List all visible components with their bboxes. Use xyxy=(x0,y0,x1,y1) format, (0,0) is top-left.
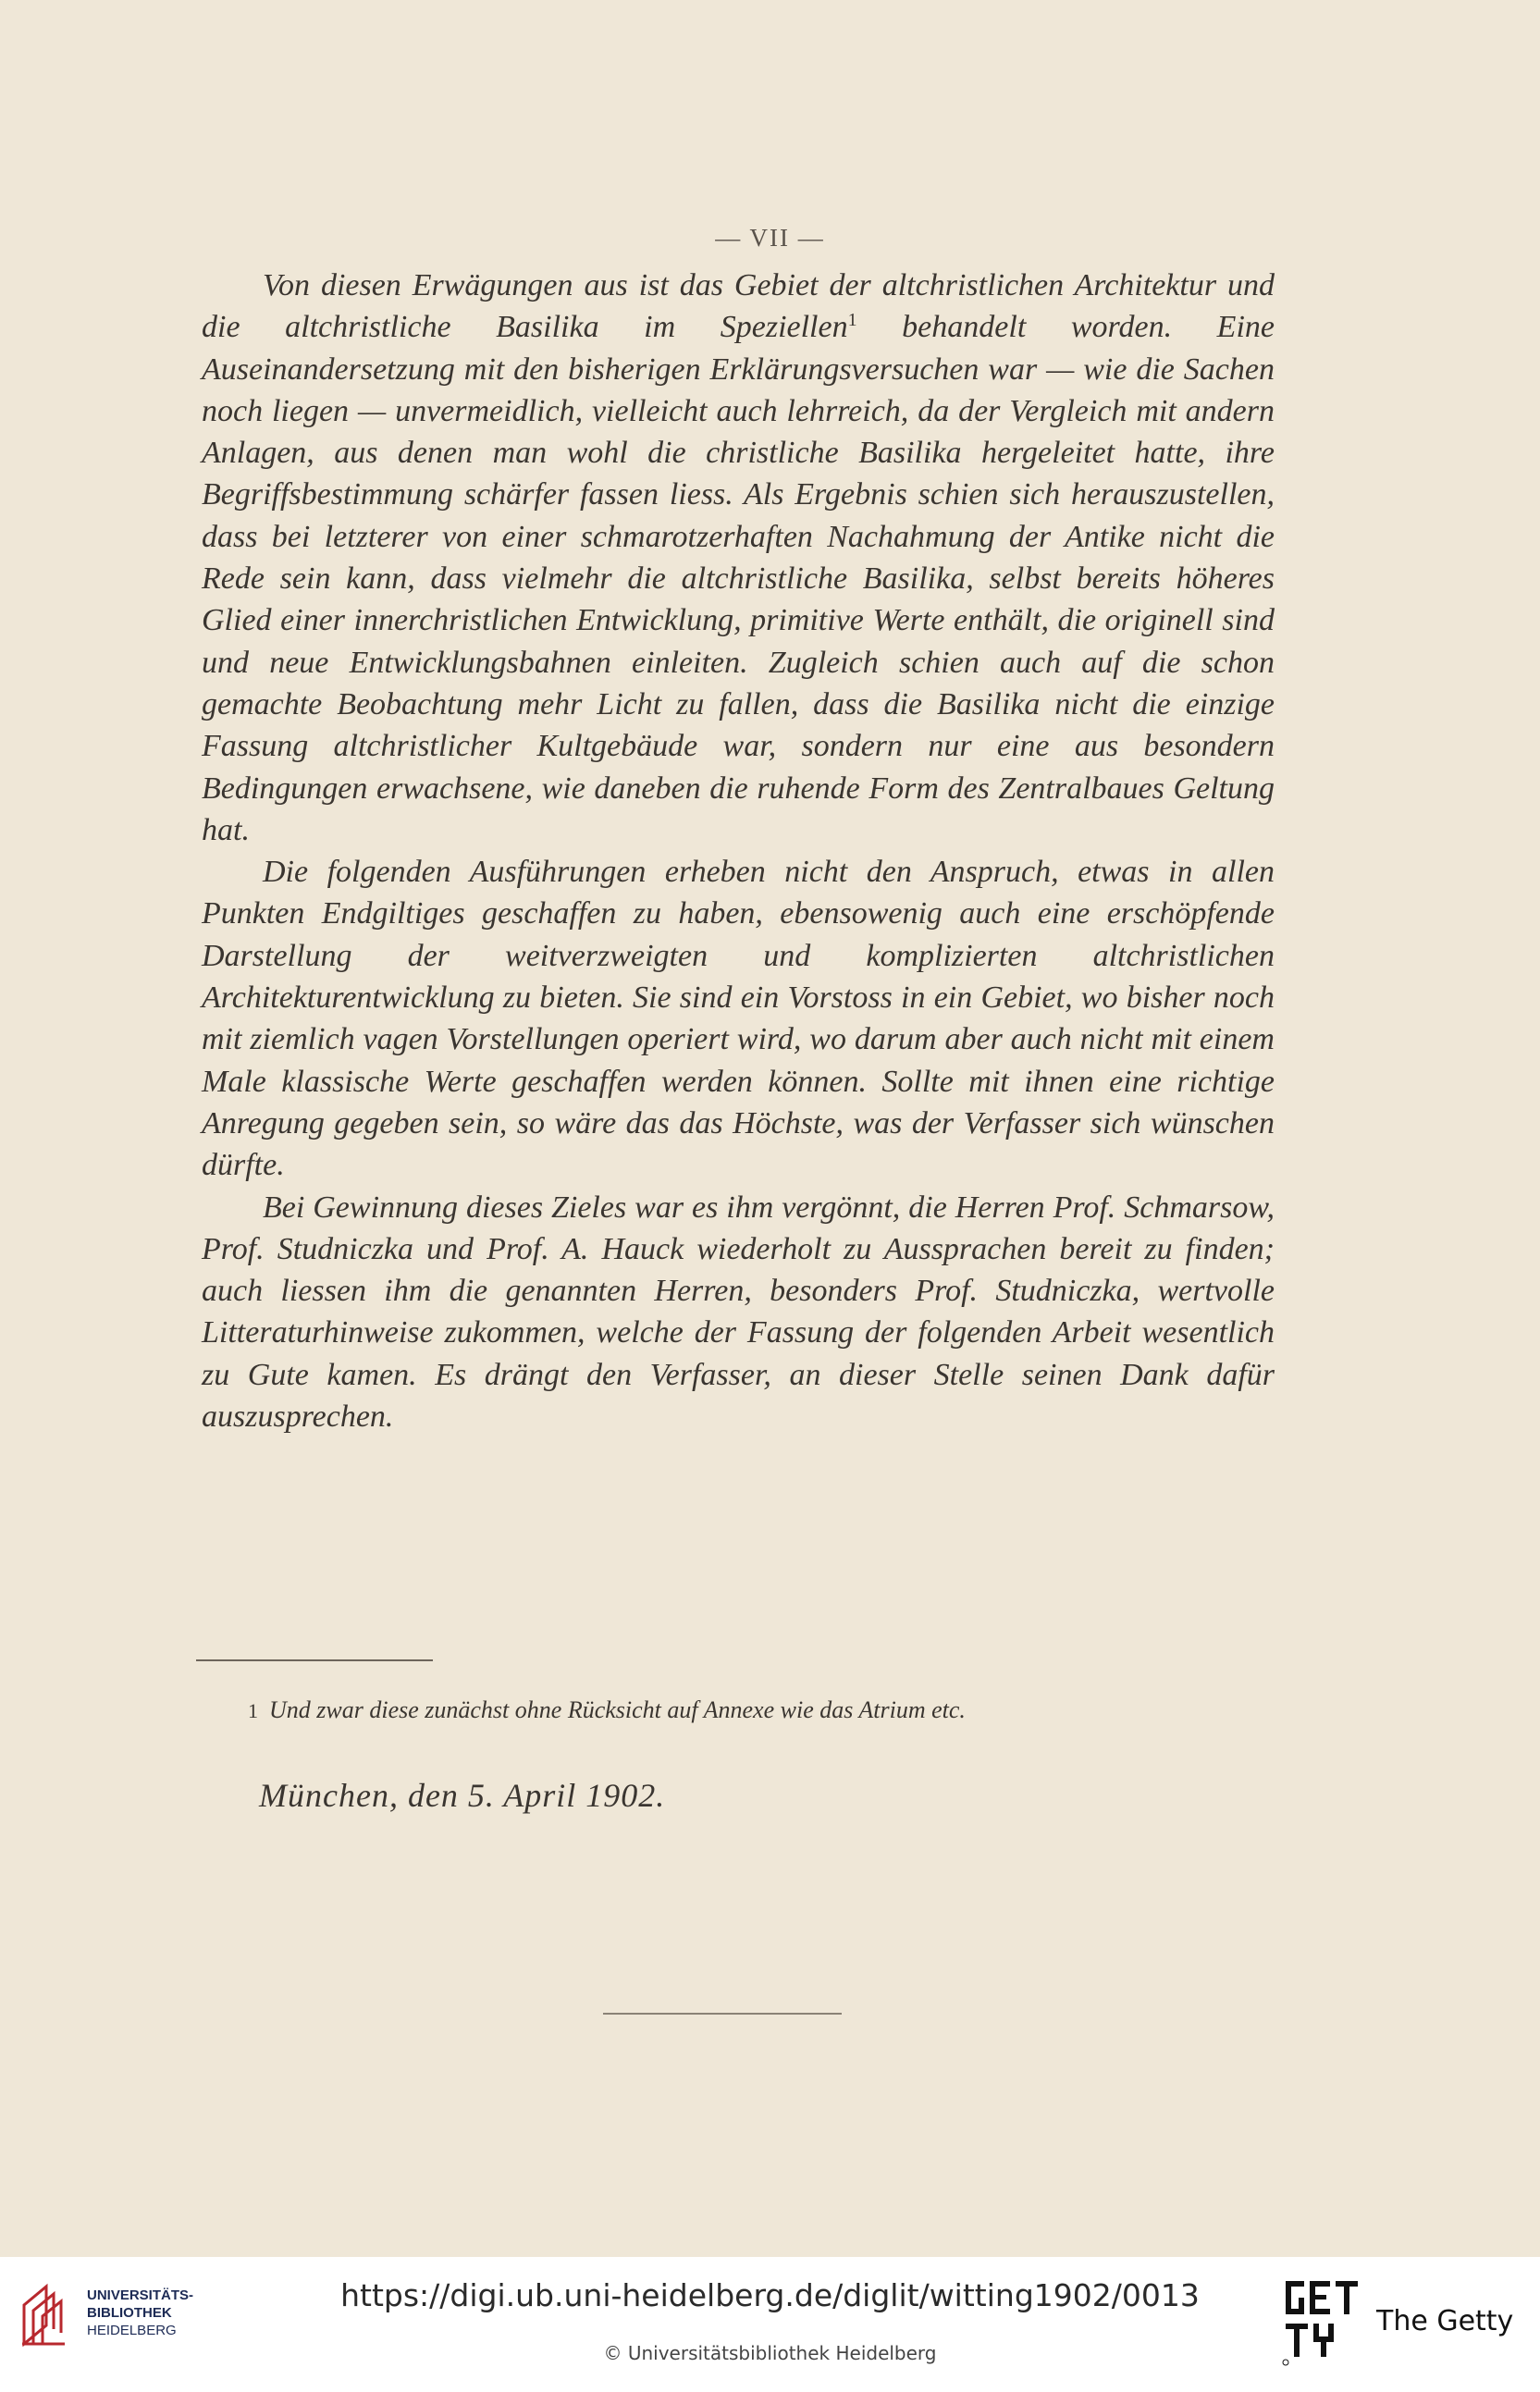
paragraph-1-rest: behandelt worden. Eine Auseinandersetzung mit den bisherigen Erklärungsversuchen war — wie die Sachen noch liegen — unvermeidlich, vielleicht auch lehrreich, da der Vergleich mit andern Anlagen, aus denen man wohl die christliche Basilika hergeleitet hatte, ihre Begriffsbestimmung schärfer fassen liess. Als Ergebnis schien sich herauszustellen, dass bei letzterer von einer schmarotzerhaften Nachahmung der Antike nicht die Rede sein kann, dass vielmehr die altchristliche Basilika, selbst bereits höheres Glied einer innerchristlichen Entwicklung, primitive Werte enthält, die originell sind und neue Entwicklungsbahnen einleiten. Zugleich schien auch auf die schon gemachte Beobachtung mehr Licht zu fallen, dass die Basilika nicht die einzige Fassung altchristlicher Kultgebäude war, sondern nur eine aus besondern Bedingungen erwachsene, wie daneben die ruhende Form des Zentralbaues Geltung hat. xyxy=(202,310,1275,847)
footnote xyxy=(248,1696,1275,1724)
dateline: München, den 5. April 1902. xyxy=(259,1777,666,1814)
getty-logo-icon xyxy=(1282,2275,1365,2368)
footnote-text: Und zwar diese zunächst ohne Rücksicht auf Annexe wie das Atrium etc. xyxy=(269,1696,966,1723)
page-number: — VII — xyxy=(715,224,825,252)
permalink-url[interactable]: https://digi.ub.uni-heidelberg.de/diglit/witting1902/0013 xyxy=(340,2277,1200,2313)
paragraph-2: Die folgenden Ausführungen erheben nicht den Anspruch, etwas in allen Punkten Endgiltiges geschaffen zu haben, ebensowenig auch eine erschöpfende Darstellung der weitverzweigten und komplizierten altchristlichen Architekturentwicklung zu bieten. Sie sind ein Vorstoss in ein Gebiet, wo bisher noch mit ziemlich vagen Vorstellungen operiert wird, wo darum aber auch nicht mit einem Male klassische Werte geschaffen werden können. Sollte mit ihnen eine richtige Anregung gegeben sein, so wäre das das Höchste, was der Verfasser sich wünschen dürfte. xyxy=(202,855,1275,1183)
end-divider xyxy=(603,2013,842,2015)
paragraph-3: Bei Gewinnung dieses Zieles war es ihm vergönnt, die Herren Prof. Schmarsow, Prof. Studniczka und Prof. A. Hauck wiederholt zu Aussprachen bereit zu finden; auch liessen ihm die genannten Herren, besonders Prof. Studniczka, wertvolle Litteraturhinweise zukommen, welche der Fassung der folgenden Arbeit wesentlich zu Gute kamen. Es drängt den Verfasser, an dieser Stelle seinen Dank dafür auszusprechen. xyxy=(202,1190,1275,1435)
getty-label: The Getty xyxy=(1376,2305,1514,2337)
library-logo-line-1: UNIVERSITÄTS- xyxy=(87,2287,194,2303)
paragraph-1-start: Von diesen Erwägungen aus ist das Gebiet der altchristlichen Architektur und die altchristliche Basilika im Speziellen xyxy=(202,268,1275,345)
paragraph-1 xyxy=(202,265,1275,851)
copyright-notice: © Universitätsbibliothek Heidelberg xyxy=(603,2342,937,2364)
getty-logo[interactable] xyxy=(1282,2275,1532,2377)
footnote-divider xyxy=(196,1659,433,1661)
footnote-mark: 1 xyxy=(248,1699,258,1722)
library-logo-line-3: HEIDELBERG xyxy=(87,2323,177,2338)
viewer-footer xyxy=(0,2257,1540,2392)
body-text xyxy=(202,265,1275,1437)
footnote-reference[interactable]: 1 xyxy=(847,310,857,331)
library-logo-line-2: BIBLIOTHEK xyxy=(87,2305,172,2321)
